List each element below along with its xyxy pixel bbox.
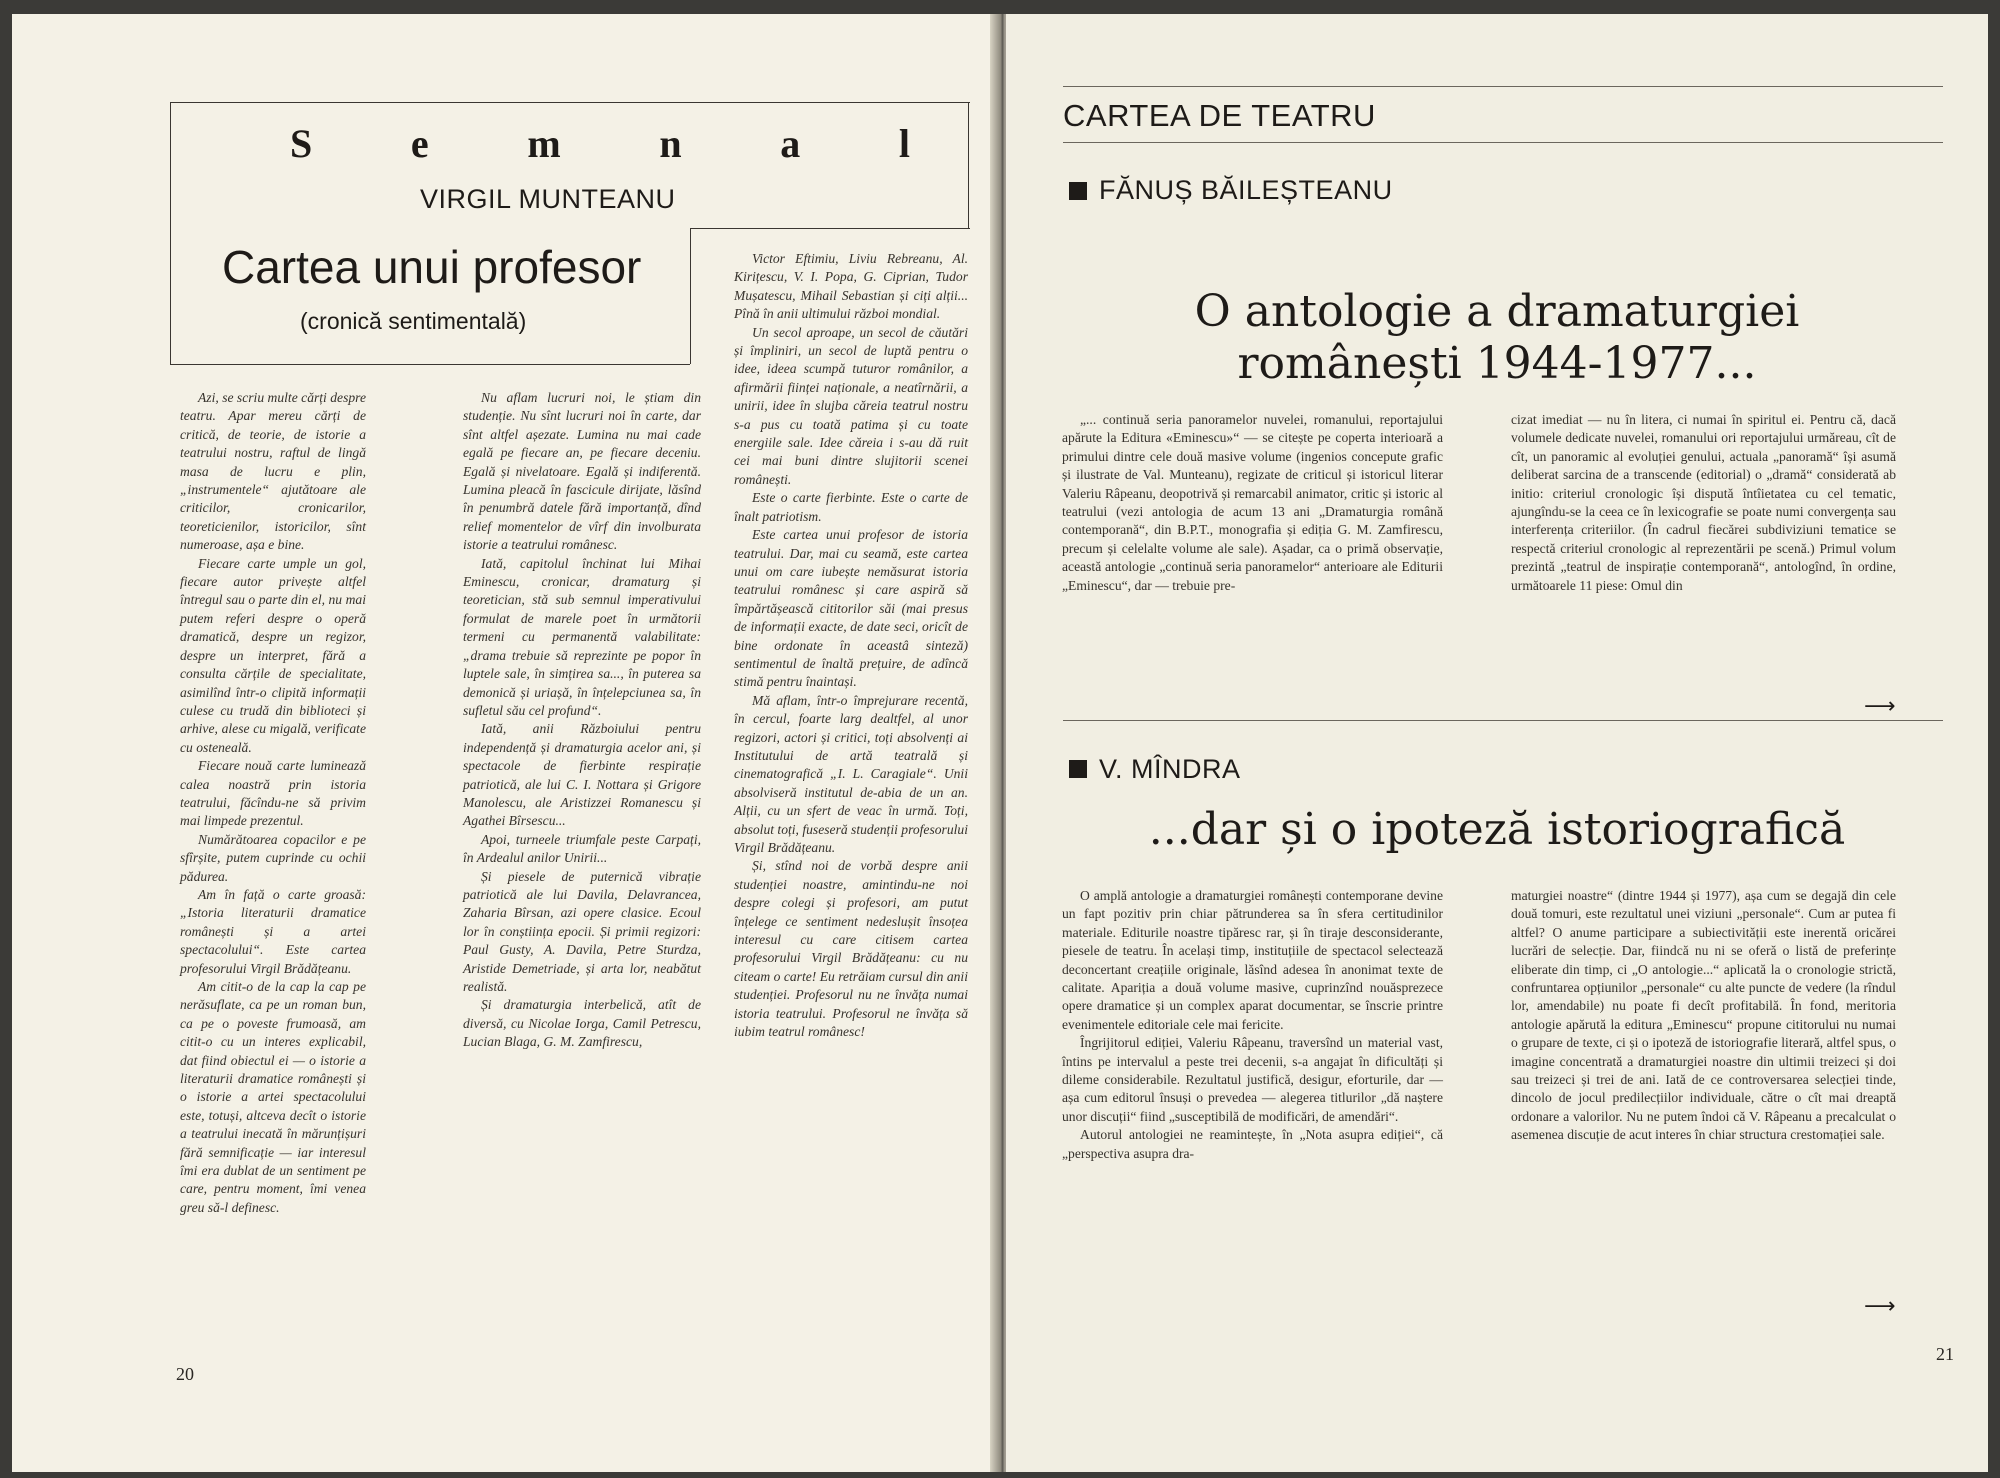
text-column-2: [1511, 411, 1896, 595]
right-page: [1006, 14, 1988, 1472]
paragraph: Fiecare carte umple un gol, fiecare autor privește altfel întregul sau o parte din el, nu mai putem referi despre o operă dramatică, despre un regizor, despre un interpret, fără a consulta cărțile de specialitate, asimilînd într-o clipită informații culese cu trudă din biblioteci și arhive, alese cu migală, verificate cu osteneală.: [180, 555, 366, 755]
rubric-letter: l: [898, 121, 910, 166]
section-heading: CARTEA DE TEATRU: [1063, 98, 1376, 133]
paragraph: Fiecare nouă carte luminează calea noastră prin istoria teatrului, făcîndu-ne să privim mai limpede prezentul.: [180, 758, 366, 829]
bullet-square: [1069, 760, 1087, 778]
rubric-letter: e: [410, 121, 429, 166]
paragraph: Îngrijitorul ediției, Valeriu Râpeanu, traversînd un material vast, întins pe intervalul a peste trei decenii, s-a angajat în dificultăți și dileme considerabile. Rezultatul justifică, desigur, eforturile, dar — așa cum editorul însuși o prevedea — alegerea titlurilor „dă naștere unor discuții“ fiind „susceptibilă de modificări, de amendări“.: [1062, 1035, 1443, 1124]
text-column-2: [1511, 887, 1896, 1145]
page-number: 21: [1936, 1344, 1954, 1364]
paragraph: Și dramaturgia interbelică, atît de diversă, cu Nicolae Iorga, Camil Petrescu, Lucian Blaga, G. M. Zamfirescu,: [463, 997, 701, 1050]
page-number: 20: [176, 1364, 194, 1384]
paragraph: Numărătoarea copacilor e pe sfîrșite, putem cuprinde cu ochii pădurea.: [180, 831, 366, 884]
text-column-1: [180, 389, 366, 1217]
paragraph: Mă aflam, într-o împrejurare recentă, în cercul, foarte larg dealtfel, al unor regizori, actori și critici, toți absolvenți ai Institutului de artă teatrală și cinematografică „I. L. Caragiale“. Unii absolviseră institutul de-abia de un an. Alții, cu un sfert de veac în urmă. Toți, absolut toți, fuseseră studenții profesorului Virgil Brădățeanu.: [734, 692, 968, 855]
left-page: [12, 14, 1002, 1472]
title-line: O antologie a dramaturgiei: [1194, 286, 1800, 337]
rubric-title: [290, 120, 910, 167]
paragraph: Și, stînd noi de vorbă despre anii studenției noastre, amintindu-ne noi despre colegi și profesori, am putut înțelege ce sentiment nedeslușit însoțea interesul cu care citisem cartea profesorului Virgil Brădățeanu: cu nu citeam o carte! Eu retrăiam cursul din anii studenției. Profesorul nu ne învăța numai istoria teatrului. Profesorul ne învăța să iubim teatrul românesc!: [734, 858, 968, 1040]
paragraph: Azi, se scriu multe cărți despre teatru. Apar mereu cărți de critică, de teorie, de istorie a teatrului nostru, raftul de lingă masa de lucru e plin, „instrumentele“ ajutătoare ale criticilor, cronicarilor, teoreticienilor, istoricilor, sînt numeroase, așa e bine.: [180, 390, 366, 553]
paragraph: cizat imediat — nu în litera, ci numai în spiritul ei. Pentru că, dacă volumele dedicate nuvelei, romanului ori reportajului urmăreau, cît de cît, un panoramic al evoluției genului, actuala „panoramă“ își asumă deliberat sarcina de a transcende (editorial) o „dramă“ considerată ab initio: criteriul cronologic își dispută întîietatea cu cel tematic, ajungîndu-se la ceea ce în lexicografie se poate numi convergența sau interferența criteriilor. (În cadrul fiecărei subdiviziuni tematice se respectă criteriul cronologic al reprezentării pe scenă.) Primul volum prezintă „teatrul de inspirație contemporană“, antologînd, în ordine, următoarele 11 piese: Omul din: [1511, 412, 1896, 593]
rubric-letter: S: [290, 121, 313, 166]
paragraph: O amplă antologie a dramaturgiei românești contemporane devine un fapt pozitiv prin chiar pătrunderea sa în sfera certitudinilor materiale. Editurile noastre tipăresc rar, și în tiraje desconsiderante, piesele de teatru. În același timp, instituțiile de spectacol selectează deconcertant creațiile originale, lăsînd adesea în anonimat texte de calitate. Apariția a două volume masive, cuprinzînd nouăsprezece opere dramatice și un complex aparat documentar, se înscrie printre evenimentele editoriale cele mai fericite.: [1062, 888, 1443, 1032]
paragraph: Victor Eftimiu, Liviu Rebreanu, Al. Kirițescu, V. I. Popa, G. Ciprian, Tudor Mușatescu, Mihail Sebastian și ciți alții... Pînă în anii ultimului război mondial.: [734, 251, 968, 322]
divider: [1063, 142, 1943, 143]
frame-line: [690, 228, 970, 229]
article-title: Cartea unui profesor: [222, 241, 642, 293]
continue-arrow-icon: ⟶: [1864, 694, 1896, 719]
text-column-1: [1062, 887, 1443, 1163]
article-title: ...dar și o ipoteză istoriografică: [1148, 804, 1846, 855]
frame-line: [170, 364, 690, 365]
paragraph: Un secol aproape, un secol de căutări și împliniri, un secol de luptă pentru o idee, ideea scumpă tuturor românilor, a afirmării ființei naționale, a neatîrnării, a unirii, idee în slujba căreia teatrul nostru s-a pus cu toată patima și cu toate energiile sale. Idee căreia i s-au dă ruit cei mai buni dintre slujitorii scenei românești.: [734, 324, 968, 487]
article-author: VIRGIL MUNTEANU: [420, 184, 676, 214]
paragraph: Iată, capitolul închinat lui Mihai Eminescu, cronicar, dramaturg și teoretician, stă sub semnul imperativului formulat de marele poet în următorii termeni cu permanentă valabilitate: „drama trebuie să reprezinte pe popor în luptele sale, în simțirea sa..., în puterea sa demonică și uriașă, în înțelepciunea sa, în sufletul său cel profund“.: [463, 555, 701, 718]
paragraph: Este o carte fierbinte. Este o carte de înalt patriotism.: [734, 490, 968, 524]
frame-line: [690, 228, 691, 364]
text-column-3: [734, 250, 968, 1041]
divider: [1063, 86, 1943, 87]
continue-arrow-icon: ⟶: [1864, 1294, 1896, 1319]
text-column-1: [1062, 411, 1443, 595]
paragraph: Și piesele de puternică vibrație patriotică ale lui Davila, Delavrancea, Zaharia Bîrsan, azi opere clasice. Ecoul lor în conștiința epocii. Și primii regizori: Paul Gusty, A. Davila, Petre Sturdza, Aristide Demetriade, și arta lor, neabătut realistă.: [463, 868, 701, 994]
rubric-letter: n: [659, 121, 682, 166]
paragraph: Apoi, turneele triumfale peste Carpați, în Ardealul anilor Unirii...: [463, 831, 701, 866]
article-author: V. MÎNDRA: [1099, 754, 1241, 784]
text-column-2: [463, 389, 701, 1052]
frame-line: [170, 102, 171, 364]
paragraph: Am în față o carte groasă: „Istoria literaturii dramatice românești și a artei spectacolului“. Este cartea profesorului Virgil Brădățeanu.: [180, 886, 366, 976]
paragraph: Iată, anii Războiului pentru independență și dramaturgia acelor ani, și spectacole de fierbinte respirație patriotică, ale lui C. I. Nottara și Grigore Manolescu, ale Aristizzei Romanescu și Agathei Bîrsescu...: [463, 721, 701, 829]
rubric-letter: a: [780, 121, 801, 166]
frame-line: [968, 102, 969, 228]
bullet-square: [1069, 182, 1087, 200]
article-title: [1006, 286, 1988, 390]
paragraph: Nu aflam lucruri noi, le știam din studenție. Nu sînt lucruri noi în carte, dar sînt altfel așezate. Lumina nu mai cade egală pe fiecare an, pe fiecare deceniu. Egală și nivelatoare. Egală și indiferentă. Lumina pleacă în fascicule dirijate, lăsînd în penumbră datele fără importanță, dînd relief momentelor de vîrf din involburata istorie a teatrului românesc.: [463, 390, 701, 553]
article-author: FĂNUȘ BĂILEȘTEANU: [1099, 175, 1393, 205]
rubric-letter: m: [527, 121, 561, 166]
paragraph: „... continuă seria panoramelor nuvelei, romanului, reportajului apărute la Editura «Eminescu»“ — se citește pe coperta interioară a primului dintre cele două masive volume (ingenios concepute grafic și ilustrate de Val. Munteanu), regizate de criticul și istoricul literar Valeriu Râpeanu, deopotrivă și remarcabil animator, critic și istoric al teatrului (vezi antologia de acum 13 ani „Dramaturgia română contemporană“, din B.P.T., monografia și ediția G. M. Zamfirescu, precum și celelalte volume ale sale). Așadar, ca o primă observație, această antologie „continuă seria panoramelor“ anterioare ale Editurii „Eminescu“, dar — trebuie pre-: [1062, 412, 1443, 593]
divider: [1063, 720, 1943, 721]
frame-line: [170, 102, 970, 103]
paragraph: Este cartea unui profesor de istoria teatrului. Dar, mai cu seamă, este cartea unui om care iubește nemăsurat istoria teatrului românesc și care aspiră să împărtășească cititorilor săi (mai presus de informații exacte, de date seci, oricît de bine ordonate în aceastâ sinteză) sentimentul de înaltă prețuire, de adîncă stimă pentru înaintași.: [734, 527, 968, 690]
paragraph: maturgiei noastre“ (dintre 1944 și 1977), așa cum se degajă din cele două tomuri, este rezultatul unei viziuni „personale“. Cum ar putea fi altfel? O anume participare a subiectivității este inerentă oricărei lucrări de selecție. Dar, fiindcă nu ni se oferă o listă de preferințe eliberate din timp, ci „O antologie...“ aplicată la o cronologie strictă, confruntarea opțiunilor „personale“ cu alte puncte de vedere (la rîndul lor, amendabile) nu poate fi decît profitabilă. În fond, meritoria antologie apărută la editura „Eminescu“ propune cititorului nu numai o grupare de texte, ci și o ipoteză de istoriografie literară, altfel spus, o imagine concentrată a dramaturgiei noastre din ultimii treizeci și doi sau treizeci și trei de ani. Iată de ce controversarea selecției tinde, dincolo de jocul predilecțiilor individuale, către o cît mai dreaptă ordonare a valorilor. Nu ne putem îndoi că V. Râpeanu a precalculat o asemenea discuție de acut interes în chiar structura crestomației sale.: [1511, 888, 1896, 1143]
article-subtitle: (cronică sentimentală): [300, 308, 527, 334]
paragraph: Am citit-o de la cap la cap pe nerăsuflate, ca pe un roman bun, ca pe o poveste frumoasă, am citit-o cu un interes explicabil, dat fiind obiectul ei — o istorie a literaturii dramatice românești și o istorie a artei spectacolului este, totuși, altceva decît o istorie a teatrului inecată în mărunțișuri fără semnificație — iar interesul îmi era dublat de un sentiment pe care, pentru moment, îmi venea greu să-l definesc.: [180, 979, 366, 1215]
title-line: românești 1944-1977...: [1237, 338, 1757, 389]
paragraph: Autorul antologiei ne reamintește, în „Nota asupra ediției“, că „perspectiva asupra dra-: [1062, 1127, 1443, 1161]
